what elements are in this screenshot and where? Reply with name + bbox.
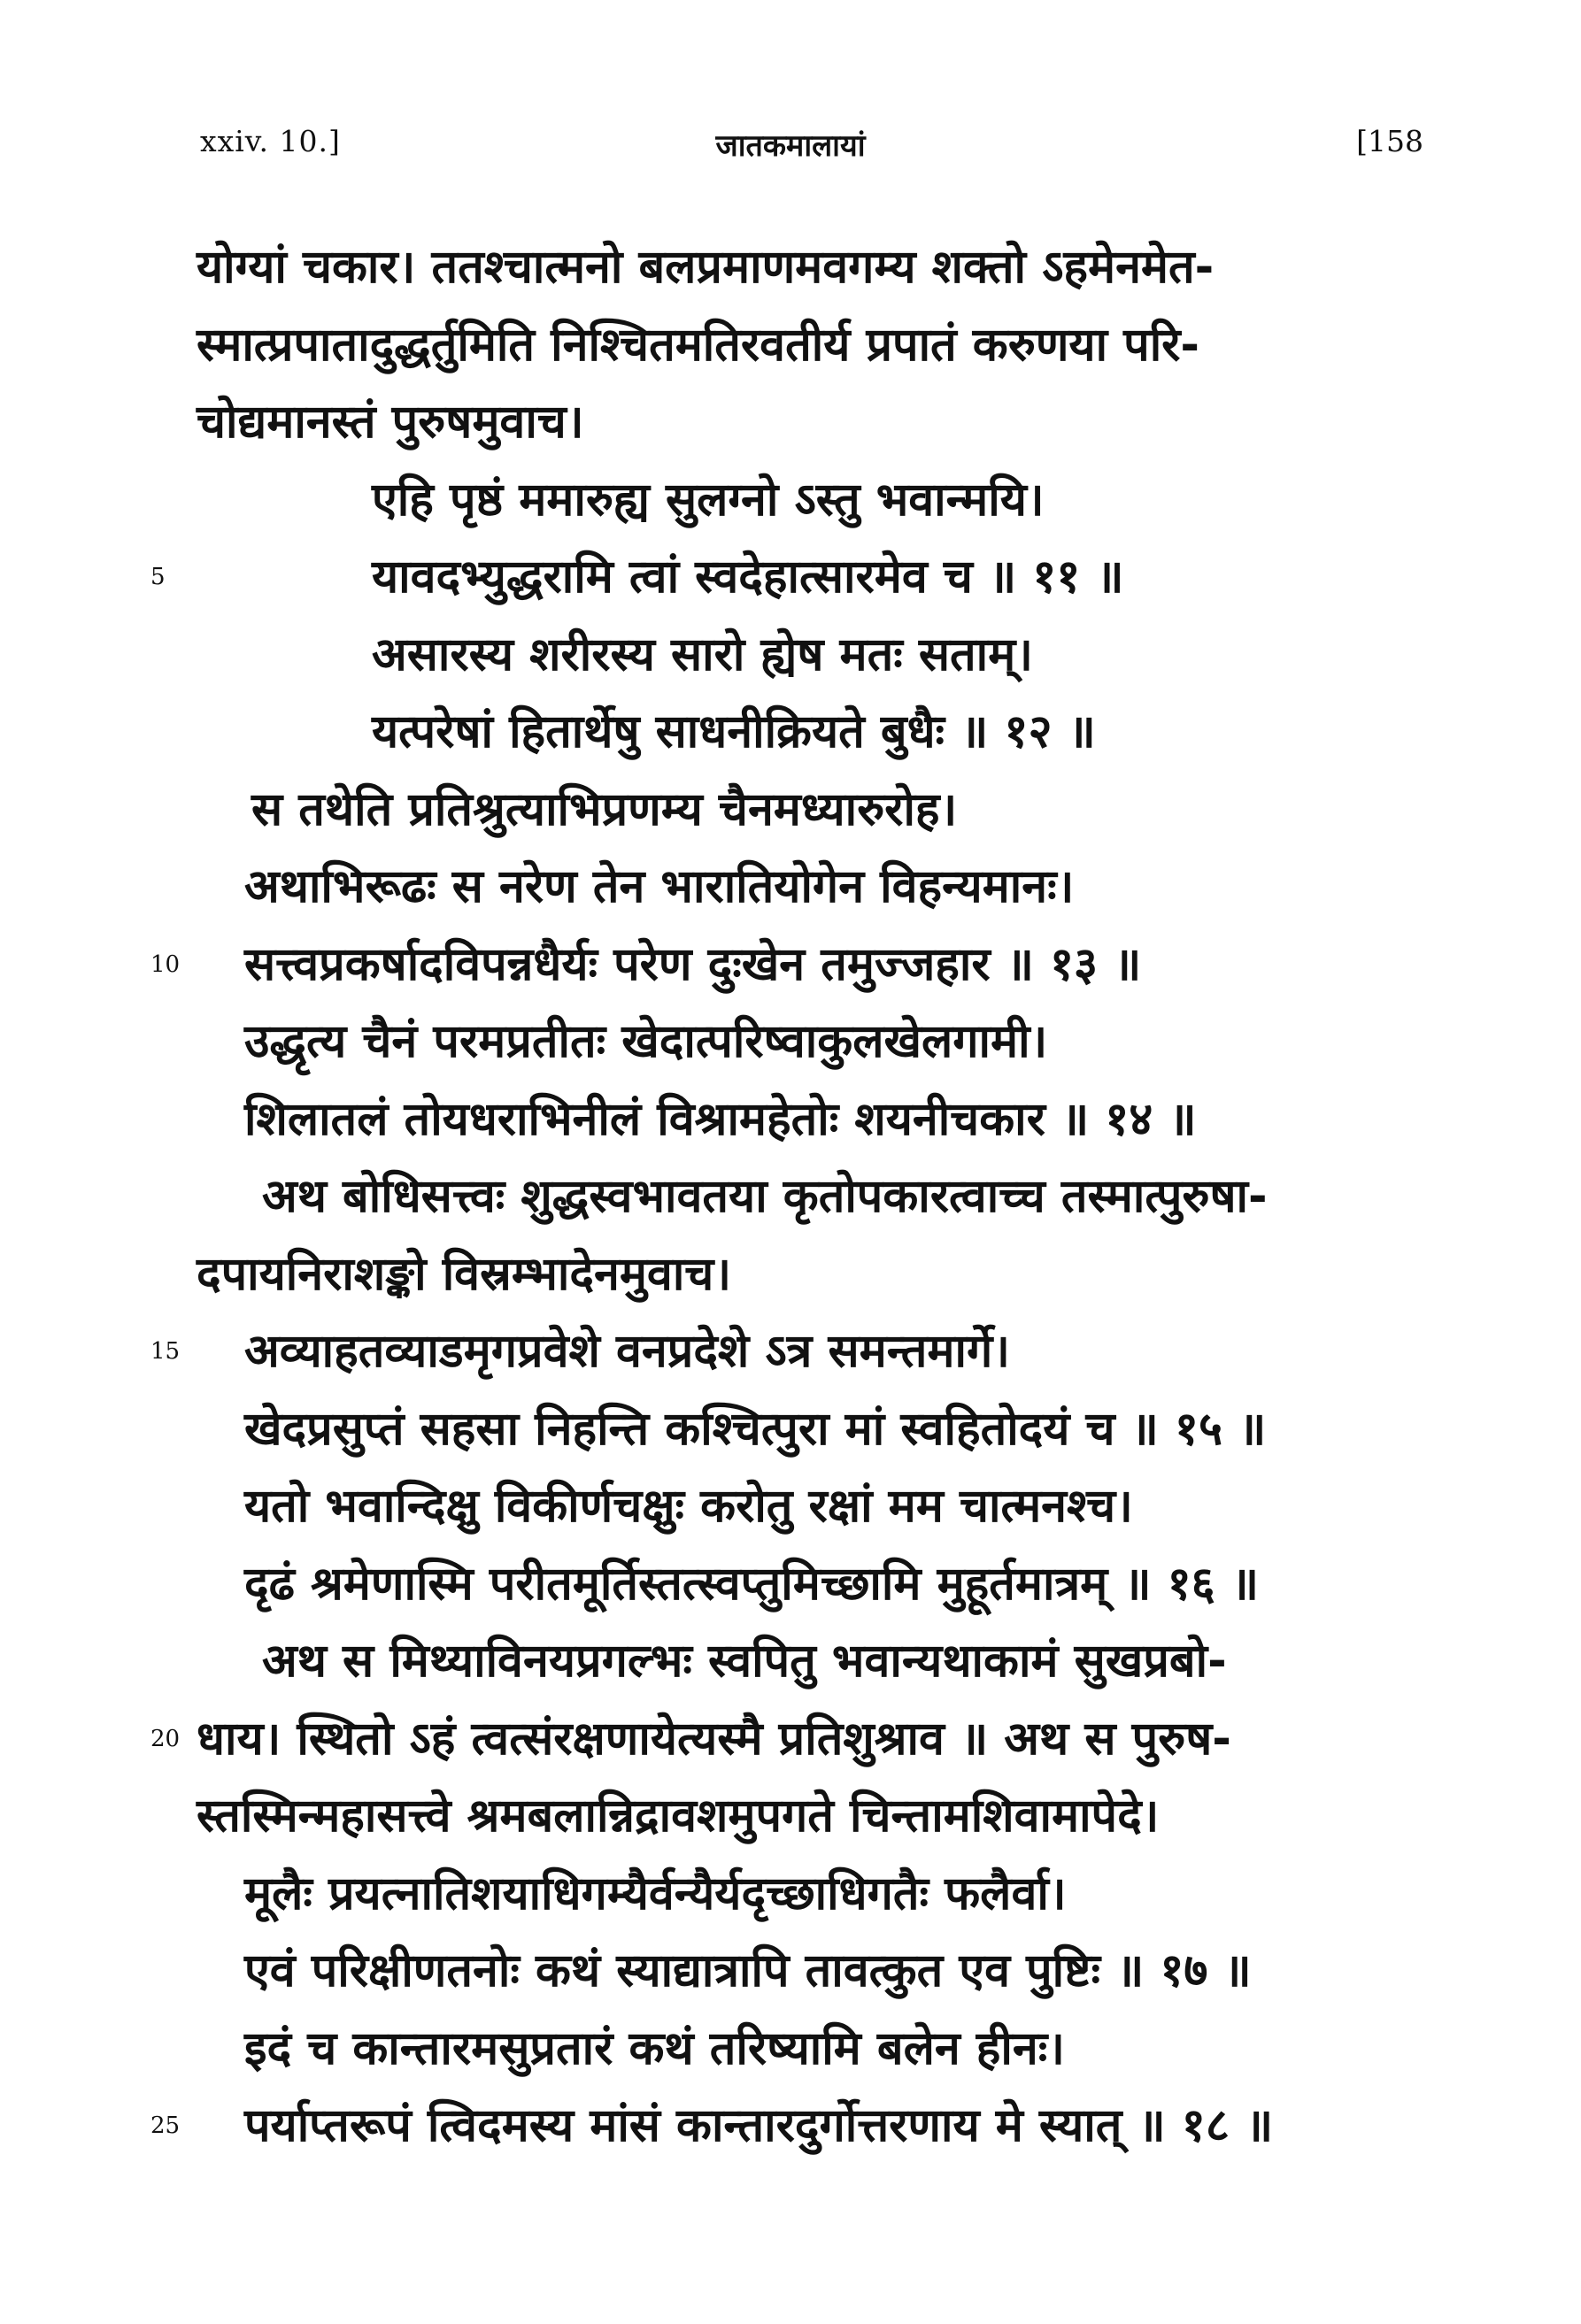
verse-line: पर्याप्तरूपं त्विदमस्य मांसं कान्तारदुर्गोत्तरणाय मे स्यात् ॥ १८ ॥: [244, 2099, 1274, 2152]
verse-line: यत्परेषां हितार्थेषु साधनीक्रियते बुधैः ॥ १२ ॥: [372, 705, 1096, 758]
text-line: स्तस्मिन्महासत्त्वे श्रमबलान्निद्रावशमुपगते चिन्तामशिवामापेदे।: [197, 1789, 1160, 1843]
line-number: 25: [150, 2112, 181, 2139]
verse-line: अव्याहतव्याडमृगप्रवेशे वनप्रदेशे ऽत्र समन्तमार्गे।: [244, 1325, 1010, 1378]
text-line: स्मात्प्रपातादुद्धर्तुमिति निश्चितमतिरवतीर्य प्रपातं करुणया परि-: [197, 319, 1200, 372]
verse-line: सत्त्वप्रकर्षादविपन्नधैर्यः परेण दुःखेन तमुज्जहार ॥ १३ ॥: [244, 938, 1142, 991]
verse-line: इदं च कान्तारमसुप्रतारं कथं तरिष्यामि बलेन हीनः।: [244, 2022, 1065, 2075]
verse-line: दृढं श्रमेणास्मि परीतमूर्तिस्तत्स्वप्तुमिच्छामि मुहूर्तमात्रम् ॥ १६ ॥: [244, 1558, 1259, 1611]
verse-line: मूलैः प्रयत्नातिशयाधिगम्यैर्वन्यैर्यदृच्छाधिगतैः फलैर्वा।: [244, 1867, 1067, 1920]
verse-line: खेदप्रसुप्तं सहसा निहन्ति कश्चित्पुरा मां स्वहितोदयं च ॥ १५ ॥: [244, 1403, 1267, 1456]
verse-line: असारस्य शरीरस्य सारो ह्येष मतः सताम्।: [372, 628, 1033, 681]
verse-line: यतो भवान्दिक्षु विकीर्णचक्षुः करोतु रक्षां मम चात्मनश्च।: [244, 1480, 1133, 1533]
text-line: अथ बोधिसत्त्वः शुद्धस्वभावतया कृतोपकारत्वाच्च तस्मात्पुरुषा-: [262, 1170, 1268, 1223]
text-line: दपायनिराशङ्को विस्रम्भादेनमुवाच।: [197, 1248, 732, 1301]
line-number: 10: [150, 951, 181, 978]
text-line: स तथेति प्रतिश्रुत्याभिप्रणम्य चैनमध्यारुरोह।: [251, 783, 958, 836]
text-line: अथ स मिथ्याविनयप्रगल्भः स्वपितु भवान्यथाकामं सुखप्रबो-: [262, 1635, 1227, 1688]
verse-line: एवं परिक्षीणतनोः कथं स्याद्यात्रापि तावत्कुत एव पुष्टिः ॥ १७ ॥: [244, 1944, 1252, 1997]
verse-line: अथाभिरूढः स नरेण तेन भारातियोगेन विहन्यमानः।: [244, 860, 1075, 913]
running-header-title: जातकमालायां: [715, 128, 866, 164]
verse-line: एहि पृष्ठं ममारुह्य सुलग्नो ऽस्तु भवान्मयि।: [372, 473, 1045, 527]
verse-line: उद्धृत्य चैनं परमप्रतीतः खेदात्परिष्वाकुलखेलगामी।: [244, 1015, 1048, 1068]
text-line: चोद्यमानस्तं पुरुषमुवाच।: [197, 396, 584, 449]
text-line: धाय। स्थितो ऽहं त्वत्संरक्षणायेत्यस्मै प्रतिशुश्राव ॥ अथ स पुरुष-: [197, 1712, 1231, 1766]
verse-line: शिलातलं तोयधराभिनीलं विश्रामहेतोः शयनीचकार ॥ १४ ॥: [244, 1093, 1197, 1146]
verse-line: यावदभ्युद्धरामि त्वां स्वदेहात्सारमेव च ॥ ११ ॥: [372, 550, 1124, 604]
text-line: योग्यां चकार। ततश्चात्मनो बलप्रमाणमवगम्य शक्तो ऽहमेनमेत-: [197, 241, 1215, 294]
page-number: [158: [1356, 124, 1423, 158]
running-header-left: xxiv. 10.]: [200, 124, 341, 158]
line-number: 15: [150, 1338, 181, 1365]
line-number: 5: [150, 564, 166, 590]
line-number: 20: [150, 1726, 181, 1752]
